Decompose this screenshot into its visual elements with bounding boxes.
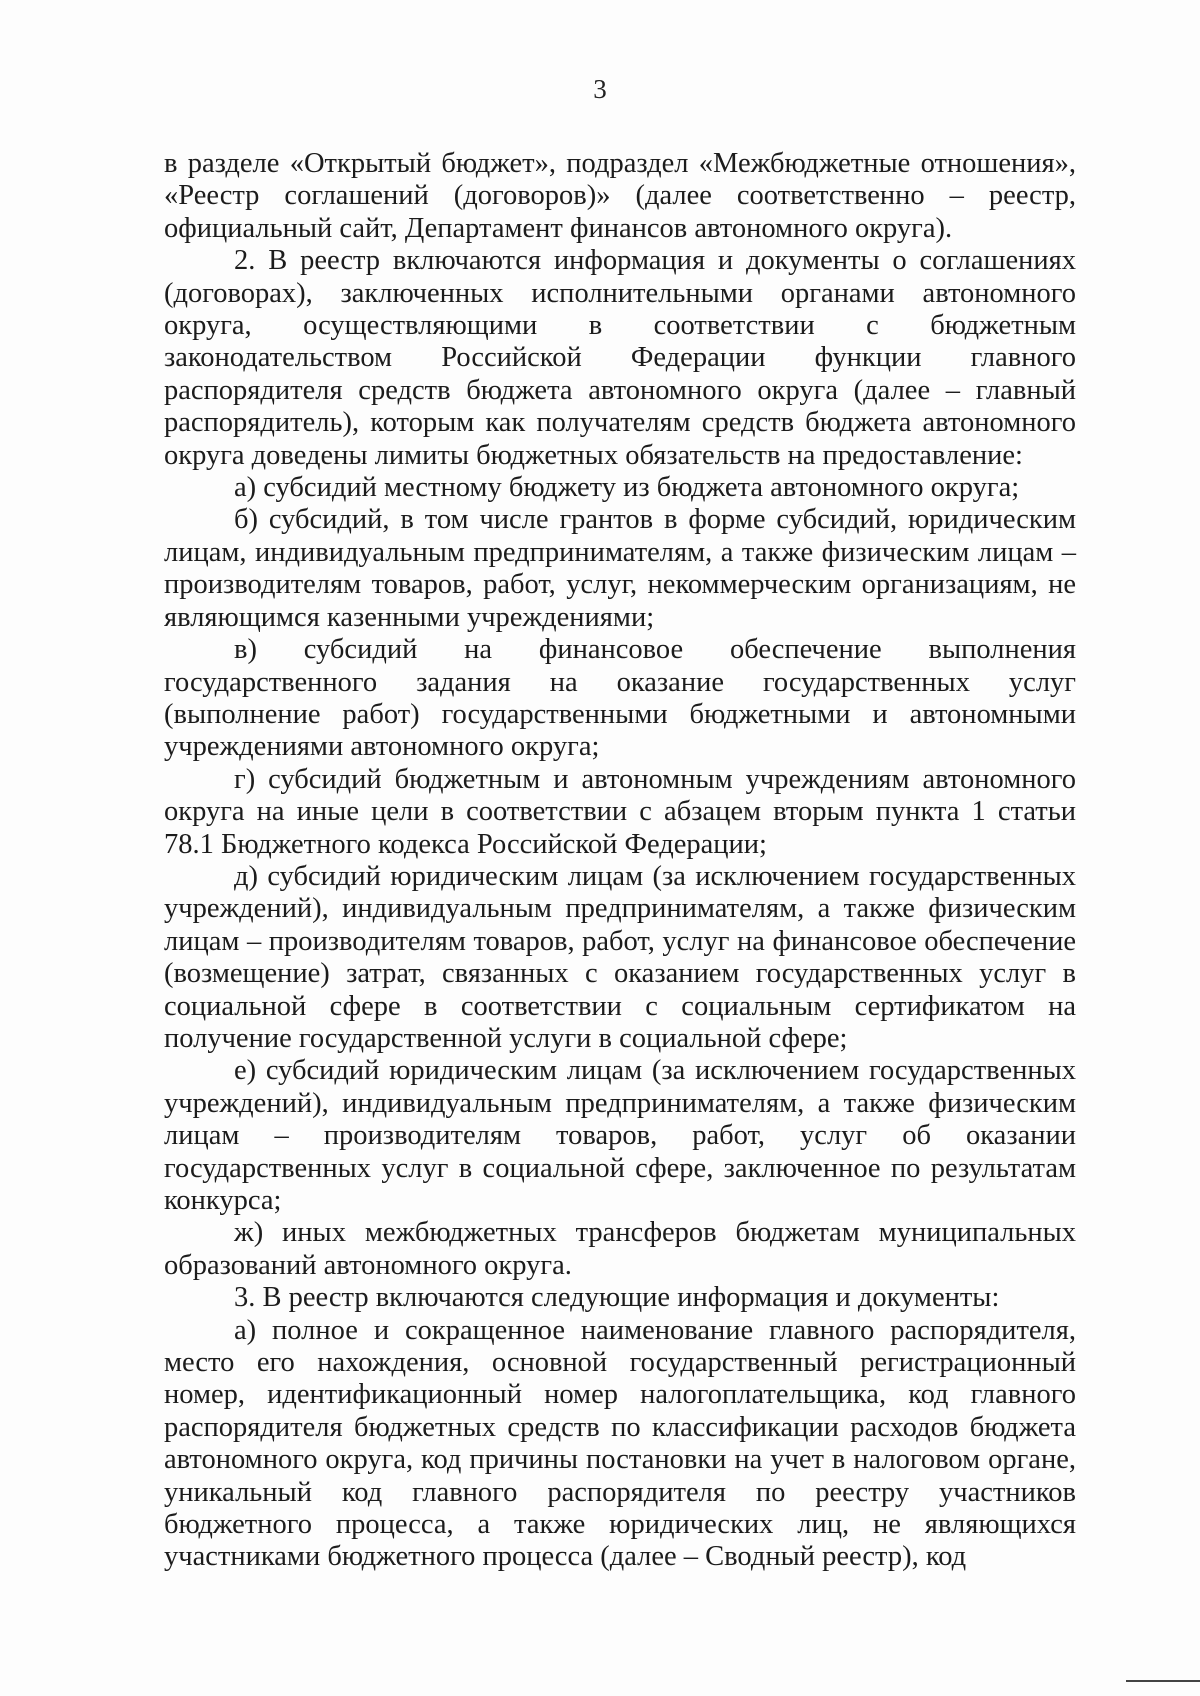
scan-edge-line	[1126, 1680, 1200, 1682]
paragraph-subitem-e: е) субсидий юридическим лицам (за исключением государственных учреждений), индивидуальным предпринимателям, а также физическим лицам – производителям товаров, работ, услуг об оказании государственных услуг в социальной сфере, заключенное по результатам конкурса;	[164, 1055, 1076, 1216]
paragraph-item-3-subitem-a: а) полное и сокращенное наименование главного распорядителя, место его нахождения, основной государственный регистрационный номер, идентификационный номер налогоплательщика, код главного распорядителя бюджетных средств по классификации расходов бюджета автономного округа, код причины постановки на учет в налоговом органе, уникальный код главного распорядителя по реестру участников бюджетного процесса, а также юридических лиц, не являющихся участниками бюджетного процесса (далее – Сводный реестр), код	[164, 1314, 1076, 1573]
paragraph-subitem-b: б) субсидий, в том числе грантов в форме субсидий, юридическим лицам, индивидуальным предпринимателям, а также физическим лицам – производителям товаров, работ, услуг, некоммерческим организациям, не являющимся казенными учреждениями;	[164, 504, 1076, 633]
document-body	[164, 148, 1076, 1574]
paragraph-continuation: в разделе «Открытый бюджет», подраздел «Межбюджетные отношения», «Реестр соглашений (договоров)» (далее соответственно – реестр, официальный сайт, Департамент финансов автономного округа).	[164, 148, 1076, 244]
paragraph-subitem-v: в) субсидий на финансовое обеспечение выполнения государственного задания на оказание государственных услуг (выполнение работ) государственными бюджетными и автономными учреждениями автономного округа;	[164, 634, 1076, 763]
paragraph-item-2: 2. В реестр включаются информация и документы о соглашениях (договорах), заключенных исполнительными органами автономного округа, осуществляющими в соответствии с бюджетным законодательством Российской Федерации функции главного распорядителя средств бюджета автономного округа (далее – главный распорядитель), которым как получателям средств бюджета автономного округа доведены лимиты бюджетных обязательств на предоставление:	[164, 245, 1076, 471]
page-number: 3	[593, 74, 607, 104]
paragraph-subitem-zh: ж) иных межбюджетных трансферов бюджетам муниципальных образований автономного округа.	[164, 1217, 1076, 1281]
paragraph-subitem-d: д) субсидий юридическим лицам (за исключением государственных учреждений), индивидуальным предпринимателям, а также физическим лицам – производителям товаров, работ, услуг на финансовое обеспечение (возмещение) затрат, связанных с оказанием государственных услуг в социальной сфере в соответствии с социальным сертификатом на получение государственной услуги в социальной сфере;	[164, 860, 1076, 1054]
paragraph-item-3: 3. В реестр включаются следующие информация и документы:	[234, 1282, 1000, 1314]
paragraph-subitem-g: г) субсидий бюджетным и автономным учреждениям автономного округа на иные цели в соответствии с абзацем вторым пункта 1 статьи 78.1 Бюджетного кодекса Российской Федерации;	[164, 763, 1076, 860]
paragraph-subitem-a: а) субсидий местному бюджету из бюджета автономного округа;	[234, 472, 1020, 504]
